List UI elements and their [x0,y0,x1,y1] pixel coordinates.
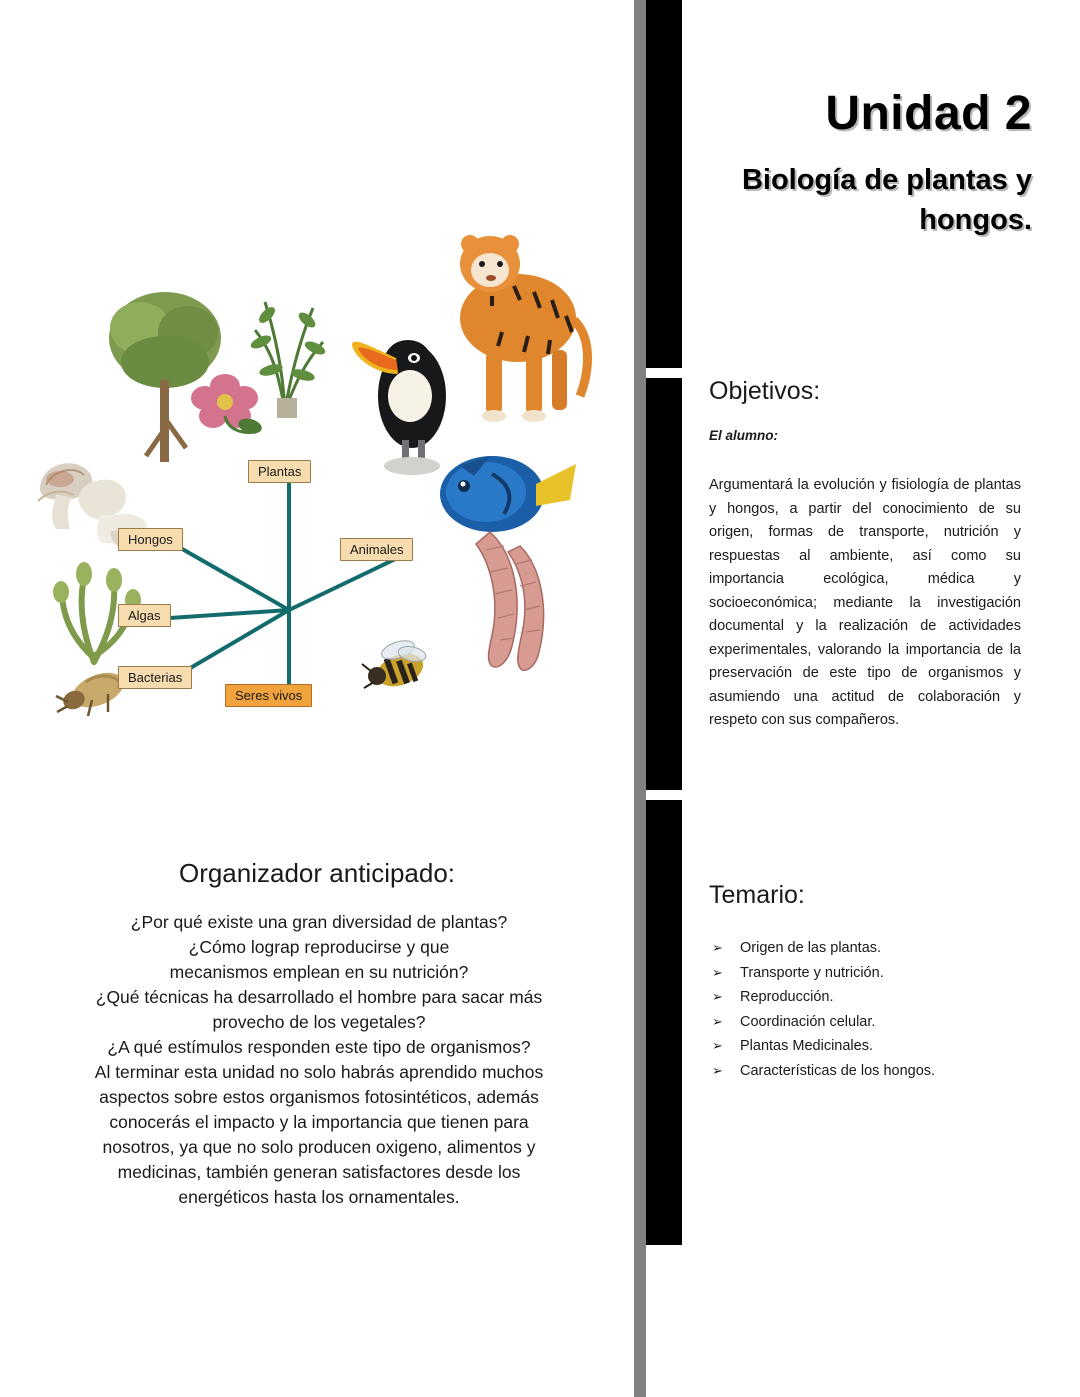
arrow-bullet-icon: ➢ [712,1038,723,1053]
organizador-line: mecanismos emplean en su nutrición? [169,962,469,982]
organizador-line: ¿Qué técnicas ha desarrollado el hombre para sacar más [95,987,543,1007]
temario-list [712,936,1052,1083]
diagram-node-animales[interactable] [340,538,413,561]
objetivos-heading: Objetivos: [709,377,821,405]
list-item-label: Origen de las plantas. [740,940,882,956]
diagram-node-bacterias[interactable] [118,666,192,689]
objetivos-subject-label: El alumno: [709,428,779,443]
diagram-node-plantas-label: Plantas [258,464,302,479]
list-item-label: Coordinación celular. [740,1013,876,1030]
temario-heading: Temario: [709,881,805,909]
organizador-line: provecho de los vegetales? [212,1012,426,1032]
page-title: Unidad 2 [825,87,1032,140]
list-item-label: Plantas Medicinales. [740,1038,873,1054]
organizador-body [55,910,583,1210]
organizador-line: medicinas, también generan satisfactores desde los [117,1162,521,1182]
page-subtitle: Biología de plantas y hongos. [741,164,1032,236]
divider-bottom-cap [646,1245,682,1397]
organizador-line: nosotros, ya que no solo producen oxigeno, alimentos y [102,1137,536,1157]
diagram-node-seres-vivos[interactable] [225,684,312,707]
list-item-label: Reproducción. [740,989,834,1005]
organizador-line: conocerás el impacto y la importancia que tienen para [109,1112,529,1132]
list-item-label: Transporte y nutrición. [740,964,884,981]
diagram-node-algas[interactable] [118,604,171,627]
divider-gray-bar [634,0,646,1397]
flower-illustration [180,360,270,450]
larvae-illustration [462,520,572,680]
diagram-node-seres-vivos-label: Seres vivos [235,688,303,703]
arrow-bullet-icon: ➢ [712,964,723,980]
diagram-node-hongos[interactable] [118,528,183,551]
arrow-bullet-icon: ➢ [712,989,723,1004]
organizador-line: ¿Cómo lograp reproducirse y que [188,937,450,957]
list-item[interactable] [712,961,1052,986]
diagram-node-animales-label: Animales [350,542,404,557]
diagram-node-algas-label: Algas [128,608,161,623]
organizador-line: ¿Por qué existe una gran diversidad de plantas? [130,912,508,932]
organizador-line: Al terminar esta unidad no solo habrás aprendido muchos [94,1062,544,1082]
objetivos-text: Argumentará la evolución y fisiología de plantas y hongos, a partir del conocimiento de su origen, formas de transporte, nutrición y respuestas al ambiente, así como su importancia ecológica, médica y socioeconómica; mediante la investigación documental y la realización de actividades experimentales, valorando la importancia de la preservación de este tipo de organismos y asumiendo una actitud de colaboración y respeto con sus compañeros. [709,477,1021,728]
list-item[interactable] [712,1059,1052,1084]
bee-illustration [360,630,440,700]
list-item[interactable] [712,1010,1052,1035]
divider-notch-upper [646,368,682,378]
organizador-line: energéticos hasta los ornamentales. [178,1187,460,1207]
life-diagram-figure [30,180,610,750]
diagram-node-plantas[interactable] [248,460,311,483]
organizador-line: aspectos sobre estos organismos fotosintéticos, además [99,1087,539,1107]
arrow-bullet-icon: ➢ [712,1013,723,1029]
list-item[interactable] [712,1034,1052,1059]
list-item[interactable] [712,985,1052,1010]
diagram-node-bacterias-label: Bacterias [128,670,183,685]
right-column [682,0,1080,1397]
organizador-line: ¿A qué estímulos responden este tipo de organismos? [107,1037,531,1057]
arrow-bullet-icon: ➢ [712,1062,723,1078]
arrow-bullet-icon: ➢ [712,940,723,955]
organizador-title: Organizador anticipado: [178,858,456,888]
divider-black-bar [646,0,682,1397]
list-item-label: Características de los hongos. [740,1062,936,1079]
diagram-node-hongos-label: Hongos [128,532,173,547]
list-item[interactable] [712,936,1052,961]
tiger-illustration [430,200,600,430]
divider-notch-lower [646,790,682,800]
